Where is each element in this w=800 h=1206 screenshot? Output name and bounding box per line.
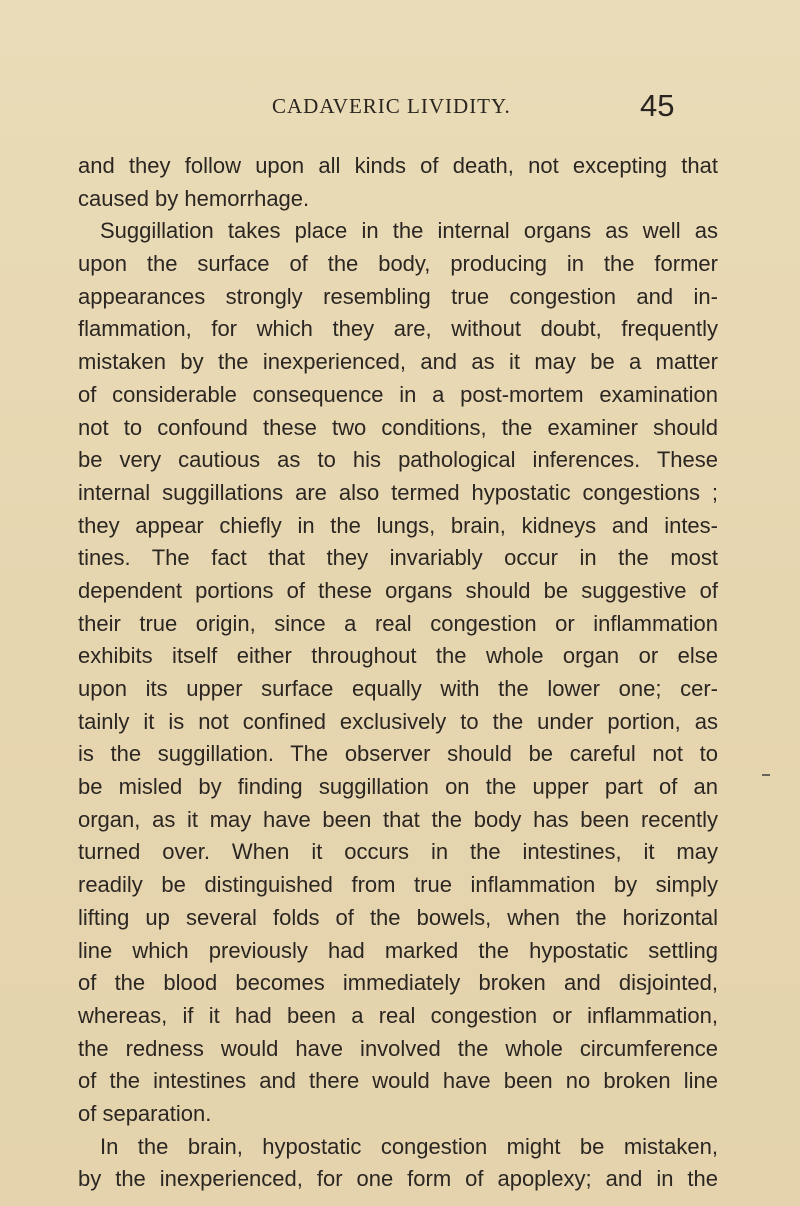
text-line: dependent portions of these organs should be suggestive of bbox=[78, 577, 718, 603]
text-line: readily be distinguished from true inflammation by simply bbox=[78, 872, 718, 898]
text-line: tainly it is not confined exclusively to the under portion, as bbox=[78, 708, 718, 734]
text-line: In the brain, hypostatic congestion might be mistaken, bbox=[100, 1133, 718, 1159]
text-line: their true origin, since a real congestion or inflammation bbox=[78, 610, 718, 636]
text-line: of the intestines and there would have been no broken line bbox=[78, 1068, 718, 1094]
text-line: Suggillation takes place in the internal organs as well as bbox=[100, 218, 718, 244]
body-text bbox=[78, 150, 718, 1196]
text-line: organ, as it may have been that the body has been recently bbox=[78, 806, 718, 832]
text-line: be misled by finding suggillation on the upper part of an bbox=[78, 774, 718, 800]
text-line: the redness would have involved the whole circumference bbox=[78, 1035, 718, 1061]
text-line: whereas, if it had been a real congestion or inflammation, bbox=[78, 1002, 718, 1028]
text-line: of separation. bbox=[78, 1100, 212, 1126]
text-line: flammation, for which they are, without doubt, frequently bbox=[78, 316, 718, 342]
text-line: by the inexperienced, for one form of apoplexy; and in the bbox=[78, 1166, 718, 1192]
text-line: internal suggillations are also termed hypostatic congestions ; bbox=[78, 479, 718, 505]
text-line: of considerable consequence in a post-mortem examination bbox=[78, 381, 718, 407]
text-line: not to confound these two conditions, the examiner should bbox=[78, 414, 718, 440]
text-line: turned over. When it occurs in the intestines, it may bbox=[78, 839, 718, 865]
text-line: tines. The fact that they invariably occur in the most bbox=[78, 545, 718, 571]
text-line: exhibits itself either throughout the whole organ or else bbox=[78, 643, 718, 669]
text-line: upon its upper surface equally with the lower one; cer- bbox=[78, 676, 718, 701]
text-line: upon the surface of the body, producing in the former bbox=[78, 251, 718, 277]
text-line: appearances strongly resembling true congestion and in- bbox=[78, 283, 718, 309]
text-line: line which previously had marked the hypostatic settling bbox=[78, 937, 718, 963]
text-line: lifting up several folds of the bowels, when the horizontal bbox=[78, 904, 718, 930]
text-line: is the suggillation. The observer should be careful not to bbox=[78, 741, 718, 767]
text-line: mistaken by the inexperienced, and as it may be a matter bbox=[78, 349, 718, 375]
text-line: be very cautious as to his pathological inferences. These bbox=[78, 447, 718, 473]
text-line: and they follow upon all kinds of death, not excepting that bbox=[78, 153, 718, 178]
margin-mark bbox=[762, 774, 770, 776]
page-header bbox=[0, 90, 800, 130]
text-line: caused by hemorrhage. bbox=[78, 185, 310, 211]
text-line: of the blood becomes immediately broken and disjointed, bbox=[78, 970, 718, 996]
running-title: CADAVERIC LIVIDITY. bbox=[272, 94, 511, 118]
text-line: they appear chiefly in the lungs, brain, kidneys and intes- bbox=[78, 512, 718, 538]
page-number: 45 bbox=[640, 88, 675, 123]
